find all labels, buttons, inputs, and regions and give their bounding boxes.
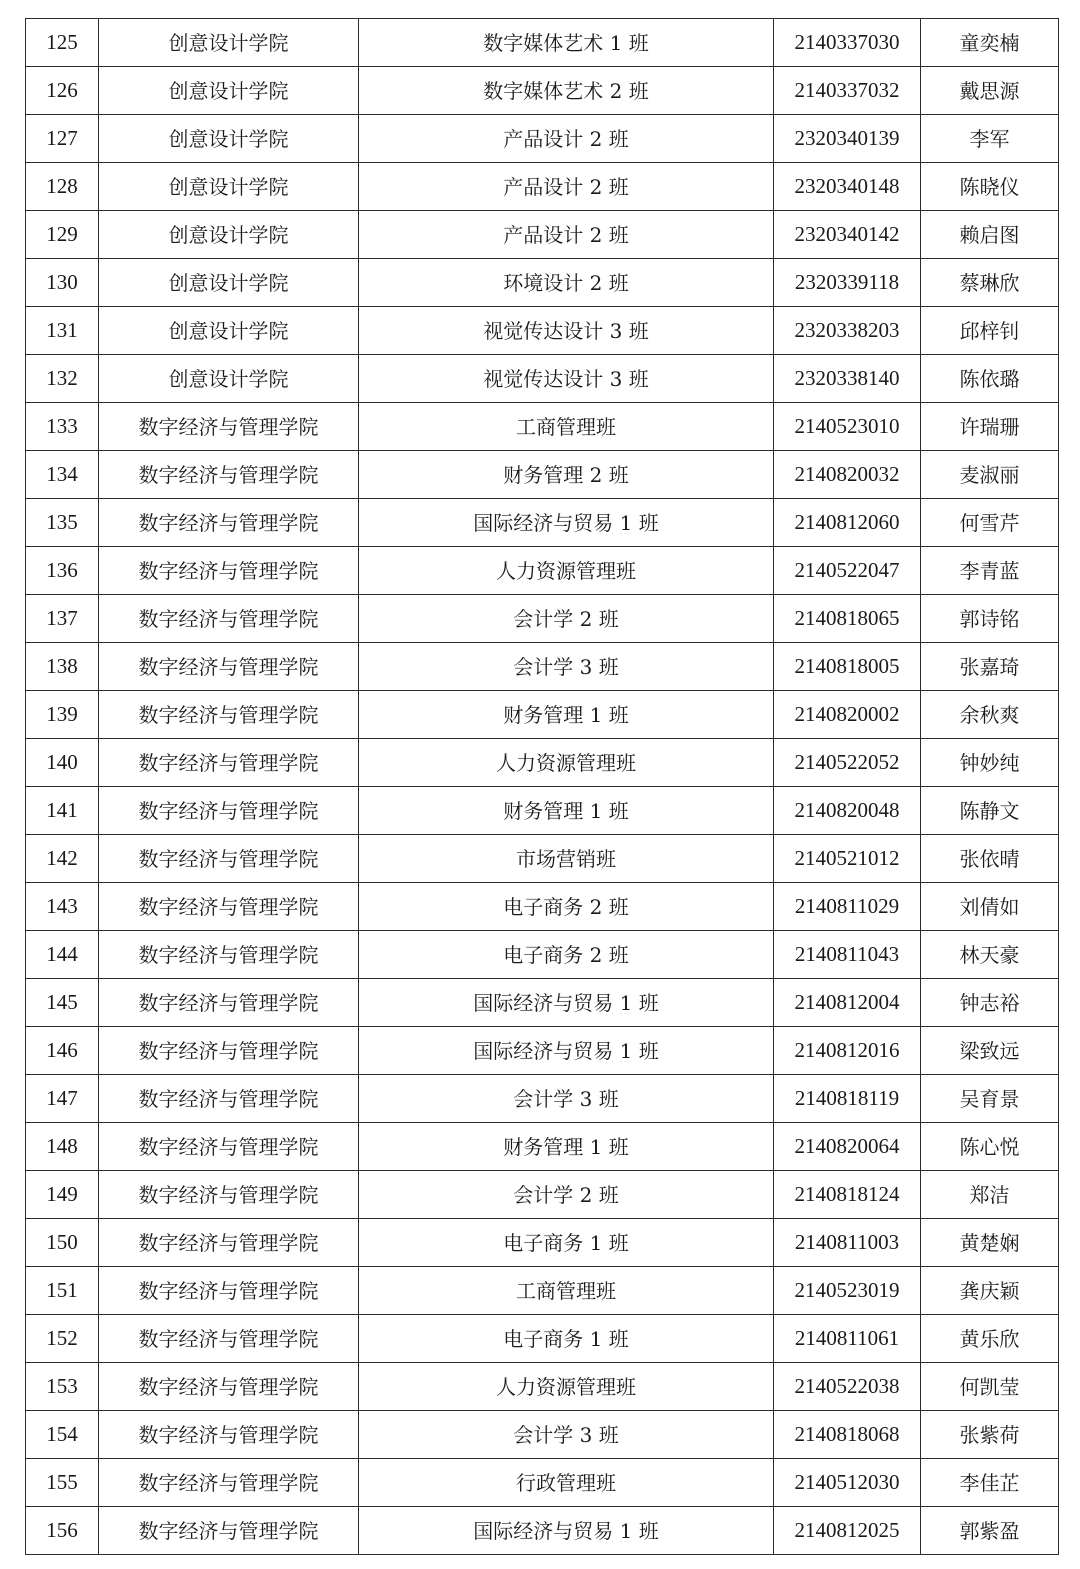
table-row xyxy=(26,1459,1059,1507)
class-cell: 市场营销班 xyxy=(359,835,774,883)
row-number-cell: 131 xyxy=(26,307,99,355)
student-name-cell: 林天豪 xyxy=(921,931,1059,979)
college-cell: 创意设计学院 xyxy=(99,355,359,403)
class-cell: 人力资源管理班 xyxy=(359,739,774,787)
class-cell: 人力资源管理班 xyxy=(359,547,774,595)
college-cell: 创意设计学院 xyxy=(99,259,359,307)
college-cell: 数字经济与管理学院 xyxy=(99,787,359,835)
table-row xyxy=(26,595,1059,643)
college-cell: 数字经济与管理学院 xyxy=(99,1075,359,1123)
college-cell: 数字经济与管理学院 xyxy=(99,883,359,931)
student-id-cell: 2140812060 xyxy=(774,499,921,547)
row-number-cell: 145 xyxy=(26,979,99,1027)
class-cell: 国际经济与贸易 1 班 xyxy=(359,499,774,547)
table-row xyxy=(26,1075,1059,1123)
table-row xyxy=(26,1507,1059,1555)
row-number-cell: 154 xyxy=(26,1411,99,1459)
student-name-cell: 何雪芹 xyxy=(921,499,1059,547)
student-id-cell: 2320338140 xyxy=(774,355,921,403)
row-number-cell: 130 xyxy=(26,259,99,307)
class-cell: 数字媒体艺术 2 班 xyxy=(359,67,774,115)
student-id-cell: 2140820002 xyxy=(774,691,921,739)
college-cell: 数字经济与管理学院 xyxy=(99,1363,359,1411)
table-body xyxy=(26,19,1059,1555)
class-cell: 会计学 3 班 xyxy=(359,643,774,691)
student-name-cell: 陈依璐 xyxy=(921,355,1059,403)
student-id-cell: 2140820048 xyxy=(774,787,921,835)
student-name-cell: 麦淑丽 xyxy=(921,451,1059,499)
student-name-cell: 梁致远 xyxy=(921,1027,1059,1075)
college-cell: 数字经济与管理学院 xyxy=(99,1459,359,1507)
class-cell: 会计学 3 班 xyxy=(359,1075,774,1123)
student-id-cell: 2140818065 xyxy=(774,595,921,643)
college-cell: 数字经济与管理学院 xyxy=(99,1315,359,1363)
student-id-cell: 2140523010 xyxy=(774,403,921,451)
table-row xyxy=(26,1123,1059,1171)
class-cell: 数字媒体艺术 1 班 xyxy=(359,19,774,67)
student-name-cell: 邱梓钊 xyxy=(921,307,1059,355)
table-row xyxy=(26,1171,1059,1219)
student-name-cell: 郑洁 xyxy=(921,1171,1059,1219)
student-id-cell: 2320339118 xyxy=(774,259,921,307)
student-id-cell: 2140811029 xyxy=(774,883,921,931)
class-cell: 产品设计 2 班 xyxy=(359,115,774,163)
class-cell: 国际经济与贸易 1 班 xyxy=(359,979,774,1027)
class-cell: 财务管理 1 班 xyxy=(359,1123,774,1171)
student-name-cell: 陈心悦 xyxy=(921,1123,1059,1171)
student-id-cell: 2140337030 xyxy=(774,19,921,67)
student-id-cell: 2140820032 xyxy=(774,451,921,499)
table-row xyxy=(26,19,1059,67)
table-row xyxy=(26,1027,1059,1075)
student-name-cell: 何凯莹 xyxy=(921,1363,1059,1411)
class-cell: 会计学 2 班 xyxy=(359,595,774,643)
student-name-cell: 陈静文 xyxy=(921,787,1059,835)
student-id-cell: 2140522047 xyxy=(774,547,921,595)
student-id-cell: 2140522038 xyxy=(774,1363,921,1411)
table-row xyxy=(26,307,1059,355)
college-cell: 数字经济与管理学院 xyxy=(99,451,359,499)
student-name-cell: 李佳芷 xyxy=(921,1459,1059,1507)
class-cell: 产品设计 2 班 xyxy=(359,211,774,259)
class-cell: 视觉传达设计 3 班 xyxy=(359,355,774,403)
student-name-cell: 黄乐欣 xyxy=(921,1315,1059,1363)
class-cell: 国际经济与贸易 1 班 xyxy=(359,1507,774,1555)
college-cell: 创意设计学院 xyxy=(99,163,359,211)
table-row xyxy=(26,499,1059,547)
row-number-cell: 129 xyxy=(26,211,99,259)
student-name-cell: 赖启图 xyxy=(921,211,1059,259)
table-row xyxy=(26,1411,1059,1459)
class-cell: 会计学 2 班 xyxy=(359,1171,774,1219)
college-cell: 创意设计学院 xyxy=(99,211,359,259)
row-number-cell: 134 xyxy=(26,451,99,499)
college-cell: 数字经济与管理学院 xyxy=(99,1123,359,1171)
student-id-cell: 2140337032 xyxy=(774,67,921,115)
row-number-cell: 137 xyxy=(26,595,99,643)
student-id-cell: 2140818005 xyxy=(774,643,921,691)
row-number-cell: 156 xyxy=(26,1507,99,1555)
student-name-cell: 钟志裕 xyxy=(921,979,1059,1027)
student-name-cell: 钟妙纯 xyxy=(921,739,1059,787)
table-row xyxy=(26,115,1059,163)
class-cell: 电子商务 2 班 xyxy=(359,931,774,979)
college-cell: 创意设计学院 xyxy=(99,307,359,355)
student-name-cell: 郭诗铭 xyxy=(921,595,1059,643)
college-cell: 数字经济与管理学院 xyxy=(99,1411,359,1459)
class-cell: 人力资源管理班 xyxy=(359,1363,774,1411)
table-row xyxy=(26,1363,1059,1411)
student-id-cell: 2140811043 xyxy=(774,931,921,979)
student-name-cell: 李军 xyxy=(921,115,1059,163)
row-number-cell: 147 xyxy=(26,1075,99,1123)
student-name-cell: 李青蓝 xyxy=(921,547,1059,595)
class-cell: 财务管理 1 班 xyxy=(359,691,774,739)
row-number-cell: 149 xyxy=(26,1171,99,1219)
college-cell: 创意设计学院 xyxy=(99,19,359,67)
student-id-cell: 2140512030 xyxy=(774,1459,921,1507)
college-cell: 数字经济与管理学院 xyxy=(99,643,359,691)
table-row xyxy=(26,259,1059,307)
table-row xyxy=(26,67,1059,115)
class-cell: 会计学 3 班 xyxy=(359,1411,774,1459)
row-number-cell: 150 xyxy=(26,1219,99,1267)
student-id-cell: 2140522052 xyxy=(774,739,921,787)
row-number-cell: 127 xyxy=(26,115,99,163)
class-cell: 视觉传达设计 3 班 xyxy=(359,307,774,355)
college-cell: 数字经济与管理学院 xyxy=(99,739,359,787)
student-name-cell: 张嘉琦 xyxy=(921,643,1059,691)
table-row xyxy=(26,883,1059,931)
row-number-cell: 135 xyxy=(26,499,99,547)
row-number-cell: 139 xyxy=(26,691,99,739)
student-id-cell: 2320340148 xyxy=(774,163,921,211)
table-row xyxy=(26,931,1059,979)
row-number-cell: 151 xyxy=(26,1267,99,1315)
table-row xyxy=(26,739,1059,787)
college-cell: 数字经济与管理学院 xyxy=(99,1027,359,1075)
student-name-cell: 余秋爽 xyxy=(921,691,1059,739)
row-number-cell: 153 xyxy=(26,1363,99,1411)
college-cell: 数字经济与管理学院 xyxy=(99,403,359,451)
college-cell: 创意设计学院 xyxy=(99,115,359,163)
row-number-cell: 138 xyxy=(26,643,99,691)
table-row xyxy=(26,451,1059,499)
student-name-cell: 吴育景 xyxy=(921,1075,1059,1123)
table-row xyxy=(26,691,1059,739)
college-cell: 创意设计学院 xyxy=(99,67,359,115)
row-number-cell: 143 xyxy=(26,883,99,931)
student-id-cell: 2320338203 xyxy=(774,307,921,355)
class-cell: 行政管理班 xyxy=(359,1459,774,1507)
table-row xyxy=(26,835,1059,883)
class-cell: 财务管理 1 班 xyxy=(359,787,774,835)
student-list-table xyxy=(25,18,1059,1555)
row-number-cell: 142 xyxy=(26,835,99,883)
student-name-cell: 刘倩如 xyxy=(921,883,1059,931)
college-cell: 数字经济与管理学院 xyxy=(99,691,359,739)
student-name-cell: 黄楚娴 xyxy=(921,1219,1059,1267)
college-cell: 数字经济与管理学院 xyxy=(99,931,359,979)
student-id-cell: 2140812004 xyxy=(774,979,921,1027)
table-row xyxy=(26,355,1059,403)
student-name-cell: 张紫荷 xyxy=(921,1411,1059,1459)
class-cell: 工商管理班 xyxy=(359,1267,774,1315)
row-number-cell: 152 xyxy=(26,1315,99,1363)
table-row xyxy=(26,211,1059,259)
class-cell: 环境设计 2 班 xyxy=(359,259,774,307)
student-name-cell: 戴思源 xyxy=(921,67,1059,115)
table-row xyxy=(26,403,1059,451)
row-number-cell: 132 xyxy=(26,355,99,403)
college-cell: 数字经济与管理学院 xyxy=(99,1219,359,1267)
student-id-cell: 2320340139 xyxy=(774,115,921,163)
table-row xyxy=(26,643,1059,691)
college-cell: 数字经济与管理学院 xyxy=(99,835,359,883)
student-name-cell: 张依晴 xyxy=(921,835,1059,883)
student-id-cell: 2140523019 xyxy=(774,1267,921,1315)
row-number-cell: 133 xyxy=(26,403,99,451)
row-number-cell: 148 xyxy=(26,1123,99,1171)
student-id-cell: 2140811003 xyxy=(774,1219,921,1267)
row-number-cell: 125 xyxy=(26,19,99,67)
table-row xyxy=(26,1315,1059,1363)
row-number-cell: 126 xyxy=(26,67,99,115)
student-id-cell: 2140812025 xyxy=(774,1507,921,1555)
row-number-cell: 136 xyxy=(26,547,99,595)
student-id-cell: 2140818124 xyxy=(774,1171,921,1219)
class-cell: 电子商务 2 班 xyxy=(359,883,774,931)
row-number-cell: 128 xyxy=(26,163,99,211)
student-id-cell: 2140818119 xyxy=(774,1075,921,1123)
student-id-cell: 2140818068 xyxy=(774,1411,921,1459)
student-id-cell: 2140811061 xyxy=(774,1315,921,1363)
student-id-cell: 2140812016 xyxy=(774,1027,921,1075)
class-cell: 产品设计 2 班 xyxy=(359,163,774,211)
row-number-cell: 141 xyxy=(26,787,99,835)
student-id-cell: 2140820064 xyxy=(774,1123,921,1171)
table-row xyxy=(26,979,1059,1027)
table-row xyxy=(26,163,1059,211)
class-cell: 电子商务 1 班 xyxy=(359,1315,774,1363)
student-id-cell: 2140521012 xyxy=(774,835,921,883)
college-cell: 数字经济与管理学院 xyxy=(99,595,359,643)
college-cell: 数字经济与管理学院 xyxy=(99,547,359,595)
table-row xyxy=(26,1267,1059,1315)
student-name-cell: 许瑞珊 xyxy=(921,403,1059,451)
row-number-cell: 144 xyxy=(26,931,99,979)
college-cell: 数字经济与管理学院 xyxy=(99,499,359,547)
college-cell: 数字经济与管理学院 xyxy=(99,1267,359,1315)
row-number-cell: 140 xyxy=(26,739,99,787)
class-cell: 工商管理班 xyxy=(359,403,774,451)
student-name-cell: 龚庆颖 xyxy=(921,1267,1059,1315)
student-name-cell: 蔡琳欣 xyxy=(921,259,1059,307)
class-cell: 国际经济与贸易 1 班 xyxy=(359,1027,774,1075)
table-row xyxy=(26,787,1059,835)
row-number-cell: 146 xyxy=(26,1027,99,1075)
college-cell: 数字经济与管理学院 xyxy=(99,979,359,1027)
row-number-cell: 155 xyxy=(26,1459,99,1507)
table-row xyxy=(26,547,1059,595)
college-cell: 数字经济与管理学院 xyxy=(99,1507,359,1555)
class-cell: 财务管理 2 班 xyxy=(359,451,774,499)
class-cell: 电子商务 1 班 xyxy=(359,1219,774,1267)
student-name-cell: 郭紫盈 xyxy=(921,1507,1059,1555)
table-row xyxy=(26,1219,1059,1267)
student-name-cell: 童奕楠 xyxy=(921,19,1059,67)
student-name-cell: 陈晓仪 xyxy=(921,163,1059,211)
student-id-cell: 2320340142 xyxy=(774,211,921,259)
college-cell: 数字经济与管理学院 xyxy=(99,1171,359,1219)
